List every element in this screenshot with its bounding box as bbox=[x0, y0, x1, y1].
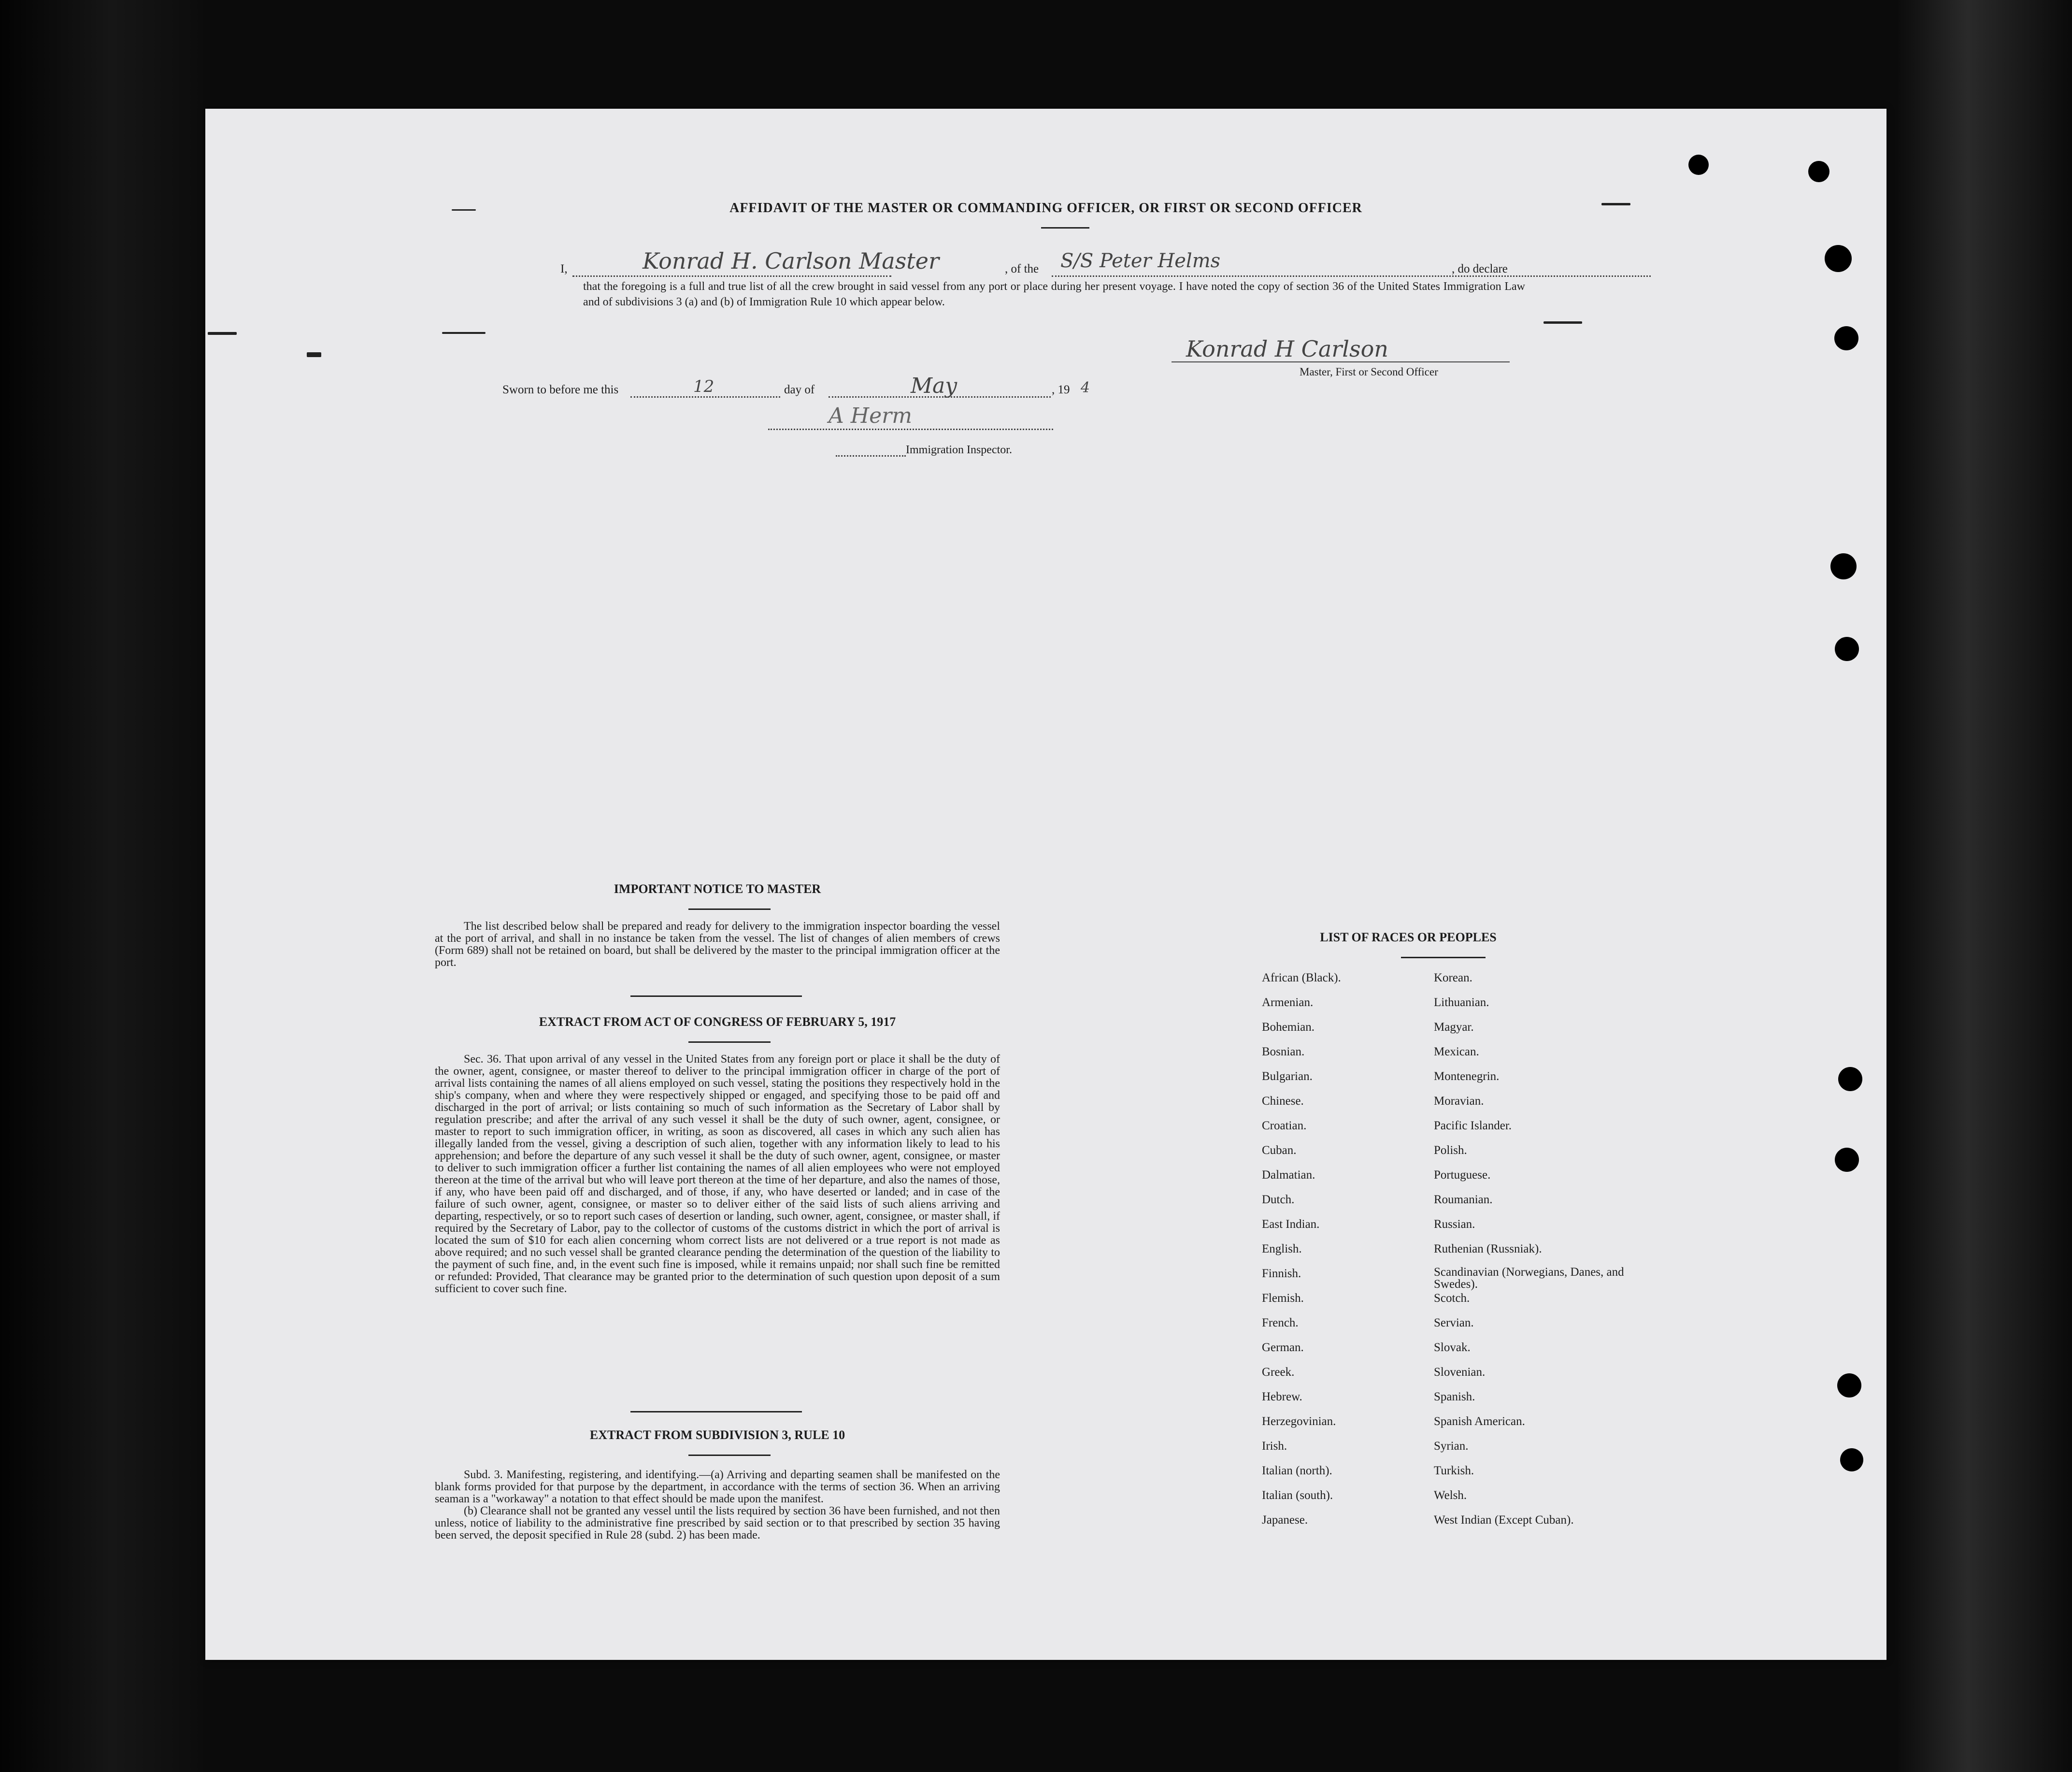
race-item: Greek. bbox=[1262, 1366, 1295, 1379]
act-extract-text bbox=[435, 1053, 1000, 1295]
race-item: French. bbox=[1262, 1316, 1299, 1329]
race-item: Cuban. bbox=[1262, 1144, 1297, 1157]
race-item: Italian (north). bbox=[1262, 1464, 1332, 1477]
rule-extract-title: EXTRACT FROM SUBDIVISION 3, RULE 10 bbox=[589, 1428, 845, 1442]
race-item: Finnish. bbox=[1262, 1267, 1301, 1280]
vessel-handwritten: S/S Peter Helms bbox=[1060, 250, 1221, 272]
year-label: , 19 bbox=[1052, 383, 1070, 396]
notice-paragraph: The list described below shall be prepared and ready for delivery to the immigration inspector boarding the vessel at the port of arrival, and shall in no instance be taken from the vessel. The list of changes of alien members of crews (Form 689) shall not be retained on board, but shall be delivered by the master to the principal immigration officer at the port. bbox=[435, 920, 1000, 969]
race-item: Spanish American. bbox=[1434, 1415, 1525, 1428]
notice-title: IMPORTANT NOTICE TO MASTER bbox=[614, 882, 821, 896]
race-item: Bulgarian. bbox=[1262, 1070, 1313, 1083]
rule-extract-para-a: Subd. 3. Manifesting, registering, and identifying.—(a) Arriving and departing seamen shall be manifested on the blank forms provided for that purpose by the department, in accordance with the terms of section 36. When an arriving seaman is a "workaway" a notation to that effect should be made upon the manifest. bbox=[435, 1469, 1000, 1505]
signature-line bbox=[1172, 361, 1510, 362]
inspector-caption: Immigration Inspector. bbox=[906, 444, 1012, 456]
punch-hole bbox=[1830, 553, 1857, 579]
race-item: Pacific Islander. bbox=[1434, 1119, 1512, 1132]
race-item: Turkish. bbox=[1434, 1464, 1474, 1477]
race-item: Irish. bbox=[1262, 1440, 1287, 1453]
declaration-text: that the foregoing is a full and true list of all the crew brought in said vessel from any port or place during her present voyage. I have noted the copy of section 36 of the United States Immigration Law and of subdivisions 3 (a) and (b) of Immigration Rule 10 which appear below. bbox=[583, 280, 1525, 308]
rule-extract-divider bbox=[688, 1455, 771, 1456]
scan-speck bbox=[307, 352, 321, 357]
race-item: West Indian (Except Cuban). bbox=[1434, 1513, 1574, 1527]
section-divider-2 bbox=[630, 1411, 802, 1412]
race-item: Dalmatian. bbox=[1262, 1168, 1315, 1181]
document-page bbox=[205, 109, 1886, 1660]
day-handwritten: 12 bbox=[693, 377, 714, 396]
race-item: Dutch. bbox=[1262, 1193, 1295, 1206]
race-item: Polish. bbox=[1434, 1144, 1467, 1157]
race-item: Syrian. bbox=[1434, 1440, 1469, 1453]
master-signature-handwritten: Konrad H Carlson bbox=[1186, 336, 1388, 362]
punch-hole bbox=[1835, 1148, 1859, 1172]
race-item: Hebrew. bbox=[1262, 1390, 1302, 1403]
race-item: East Indian. bbox=[1262, 1218, 1320, 1231]
race-item: Japanese. bbox=[1262, 1513, 1308, 1527]
race-item: Korean. bbox=[1434, 971, 1472, 984]
rule-extract-para-b: (b) Clearance shall not be granted any vessel until the lists required by section 36 have been furnished, and not then unless, notice of liability to the administrative fine prescribed by said section or to that prescribed by section 35 having been served, the deposit specified in Rule 28 (subd. 2) has been made. bbox=[435, 1505, 1000, 1541]
punch-hole bbox=[1834, 326, 1858, 350]
affidavit-title: AFFIDAVIT OF THE MASTER OR COMMANDING OFFICER, OR FIRST OR SECOND OFFICER bbox=[729, 201, 1362, 216]
punch-hole bbox=[1808, 161, 1829, 182]
race-item: Chinese. bbox=[1262, 1095, 1304, 1108]
act-extract-divider bbox=[688, 1041, 771, 1043]
master-name-line bbox=[572, 275, 891, 277]
scan-speck bbox=[1543, 321, 1582, 324]
race-item: Bohemian. bbox=[1262, 1021, 1315, 1034]
race-item: Moravian. bbox=[1434, 1095, 1484, 1108]
month-handwritten: May bbox=[911, 374, 957, 398]
races-right-column bbox=[1434, 970, 1637, 1537]
race-item: Slovenian. bbox=[1434, 1366, 1486, 1379]
day-of-label: day of bbox=[784, 383, 815, 396]
scan-speck bbox=[452, 209, 476, 211]
scan-speck bbox=[442, 332, 486, 334]
punch-hole bbox=[1840, 1448, 1863, 1471]
races-title: LIST OF RACES OR PEOPLES bbox=[1320, 930, 1497, 944]
rule-extract-text bbox=[435, 1469, 1000, 1541]
year-handwritten: 4 bbox=[1081, 379, 1090, 396]
races-left-column bbox=[1262, 970, 1341, 1537]
race-item: African (Black). bbox=[1262, 971, 1341, 984]
scan-border-left bbox=[0, 0, 203, 1772]
act-extract-paragraph: Sec. 36. That upon arrival of any vessel in the United States from any foreign port or place it shall be the duty of the owner, agent, consignee, or master thereof to deliver to the principal immigration officer in charge of the port of arrival lists containing the names of all aliens employed on such vessel, stating the positions they respectively hold in the ship's company, when and where they were respectively shipped or engaged, and specifying those to be paid off and discharged in the port of arrival; or lists containing so much of such information as the Secretary of Labor shall by regulation prescribe; and after the arrival of any such vessel it shall be the duty of such owner, agent, consignee, or master to report to such immigration officer, in writing, as soon as discovered, all cases in which any such alien has illegally landed from the vessel, giving a description of such alien, together with any information likely to lead to his apprehension; and before the departure of any such vessel it shall be the duty of such owner, agent, consignee, or master to deliver to such immigration officer a further list containing the names of all alien employees who were not employed thereon at the time of the arrival but who will leave port thereon at the time of her departure, and also the names of those, if any, who have been paid off and discharged, and of those, if any, who have deserted or landed; and in case of the failure of such owner, agent, consignee, or master so to deliver either of the said lists of such aliens arriving and departing, respectively, or so to report such cases of desertion or landing, such owner, agent, consignee, or master shall, if required by the Secretary of Labor, pay to the collector of customs of the customs district in which the port of arrival is located the sum of $10 for each alien concerning whom correct lists are not delivered or a true report is not made as above required; and no such vessel shall be granted clearance pending the determination of the question of the liability to the payment of such fine, and, in the event such fine is imposed, while it remains unpaid; nor shall such fine be remitted or refunded: Provided, That clearance may be granted prior to the determination of such question upon deposit of a sum sufficient to cover such fine. bbox=[435, 1053, 1000, 1295]
notice-text bbox=[435, 921, 1000, 969]
master-name-handwritten: Konrad H. Carlson Master bbox=[643, 248, 939, 274]
title-divider bbox=[1041, 227, 1089, 229]
race-item: Scotch. bbox=[1434, 1292, 1470, 1305]
inspector-signature-handwritten: A Herm bbox=[829, 403, 912, 428]
race-item: Ruthenian (Russniak). bbox=[1434, 1242, 1542, 1255]
race-item: German. bbox=[1262, 1341, 1304, 1354]
race-item: Croatian. bbox=[1262, 1119, 1307, 1132]
race-item: Flemish. bbox=[1262, 1292, 1304, 1305]
scan-speck bbox=[1601, 203, 1630, 205]
of-the-label: , of the bbox=[1005, 262, 1039, 275]
day-line bbox=[630, 396, 780, 398]
race-item: Roumanian. bbox=[1434, 1193, 1493, 1206]
race-item: Armenian. bbox=[1262, 996, 1314, 1009]
race-item: Servian. bbox=[1434, 1316, 1474, 1329]
race-item: Scandinavian (Norwegians, Danes, and Swedes). bbox=[1434, 1266, 1624, 1291]
punch-hole bbox=[1837, 1373, 1861, 1397]
inspector-signature-line bbox=[768, 429, 1053, 430]
race-item: Spanish. bbox=[1434, 1390, 1475, 1403]
notice-divider bbox=[688, 908, 771, 910]
act-extract-title: EXTRACT FROM ACT OF CONGRESS OF FEBRUARY 5, 1917 bbox=[539, 1015, 896, 1029]
scan-border-right bbox=[1898, 0, 2072, 1772]
race-item: Herzegovinian. bbox=[1262, 1415, 1336, 1428]
race-item: Mexican. bbox=[1434, 1045, 1479, 1058]
race-item: English. bbox=[1262, 1242, 1302, 1255]
race-item: Montenegrin. bbox=[1434, 1070, 1500, 1083]
race-item: Italian (south). bbox=[1262, 1489, 1333, 1502]
race-item: Magyar. bbox=[1434, 1021, 1474, 1034]
section-divider bbox=[630, 995, 802, 997]
punch-hole bbox=[1688, 155, 1709, 175]
sworn-label: Sworn to before me this bbox=[502, 383, 619, 396]
race-item: Bosnian. bbox=[1262, 1045, 1305, 1058]
punch-hole bbox=[1838, 1067, 1862, 1091]
vessel-line bbox=[1052, 275, 1651, 277]
i-label: I, bbox=[560, 262, 568, 275]
race-item: Portuguese. bbox=[1434, 1168, 1491, 1181]
race-item: Russian. bbox=[1434, 1218, 1475, 1231]
do-declare-label: , do declare bbox=[1452, 262, 1508, 275]
race-item: Welsh. bbox=[1434, 1489, 1467, 1502]
inspector-caption-line bbox=[836, 455, 906, 457]
punch-hole bbox=[1835, 637, 1859, 661]
punch-hole bbox=[1825, 245, 1852, 272]
signature-caption: Master, First or Second Officer bbox=[1300, 366, 1438, 378]
races-divider bbox=[1401, 957, 1486, 958]
scan-speck bbox=[208, 332, 237, 335]
race-item: Lithuanian. bbox=[1434, 996, 1489, 1009]
race-item: Slovak. bbox=[1434, 1341, 1471, 1354]
